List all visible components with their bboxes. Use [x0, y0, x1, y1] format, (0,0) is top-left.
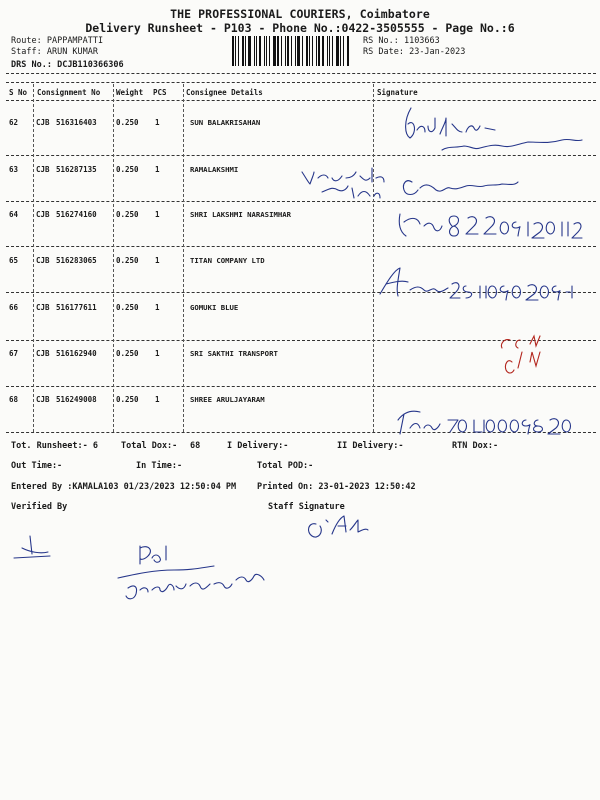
signature-row-67: [501, 336, 540, 373]
row-sno: 67: [9, 349, 19, 358]
staff-signature-mark: [309, 516, 368, 537]
row-pcs: 1: [155, 349, 160, 358]
row-pcs: 1: [155, 210, 160, 219]
row-weight: 0.250: [116, 256, 139, 265]
signature-row-63: [302, 168, 518, 198]
verified-by: Verified By: [11, 502, 68, 512]
row-consignee: SHRI LAKSHMI NARASIMHAR: [190, 210, 292, 219]
row-consignee: SHREE ARULJAYARAM: [190, 395, 265, 404]
in-time: In Time:-: [136, 461, 183, 471]
staff-label: Staff:: [11, 47, 42, 57]
row-weight: 0.250: [116, 303, 139, 312]
row-cjb: CJB: [36, 256, 50, 265]
row-cjb: CJB: [36, 118, 50, 127]
second-delivery: II Delivery:-: [337, 441, 404, 451]
col-header-pcs: PCS: [153, 88, 167, 97]
col-header-weight: Weight: [116, 88, 144, 97]
rs-no-value: 1103663: [403, 36, 440, 46]
row-pcs: 1: [155, 395, 160, 404]
row-weight: 0.250: [116, 165, 139, 174]
row-consignee: SUN BALAKRISAHAN: [190, 118, 261, 127]
col-header-signature: Signature: [377, 88, 418, 97]
total-dox: [121, 441, 177, 451]
row-consignment: 516162940: [56, 349, 97, 358]
row-weight: 0.250: [116, 395, 139, 404]
out-time: Out Time:-: [11, 461, 63, 471]
signature-row-65: [380, 268, 572, 300]
verified-marks: [14, 536, 264, 599]
rs-no-label: RS No.:: [363, 36, 399, 46]
row-cjb: CJB: [36, 395, 50, 404]
row-consignment: 516316403: [56, 118, 97, 127]
row-sno: 63: [9, 165, 19, 174]
row-weight: 0.250: [116, 118, 139, 127]
row-sno: 64: [9, 210, 19, 219]
first-delivery: I Delivery:-: [227, 441, 289, 451]
total-runsheet: [11, 441, 98, 451]
row-cjb: CJB: [36, 349, 50, 358]
row-cjb: CJB: [36, 210, 50, 219]
row-pcs: 1: [155, 118, 160, 127]
drs-label: DRS No.:: [11, 60, 52, 70]
total-dox-label: Total Dox:-: [121, 441, 178, 451]
entered-by: Entered By :KAMALA103 01/23/2023 12:50:04 PM: [11, 482, 237, 492]
row-pcs: 1: [155, 256, 160, 265]
row-consignee: GOMUKI BLUE: [190, 303, 239, 312]
total-runsheet-label: Tot. Runsheet:-: [11, 441, 88, 451]
row-cjb: CJB: [36, 165, 50, 174]
staff-signature-label: Staff Signature: [268, 502, 345, 512]
rtn-dox: RTN Dox:-: [452, 441, 499, 451]
rs-date-label: RS Date:: [363, 47, 404, 57]
row-weight: 0.250: [116, 349, 139, 358]
row-cjb: CJB: [36, 303, 50, 312]
row-pcs: 1: [155, 165, 160, 174]
row-consignee: TITAN COMPANY LTD: [190, 256, 265, 265]
row-sno: 62: [9, 118, 19, 127]
row-consignee: SRI SAKTHI TRANSPORT: [190, 349, 278, 358]
row-consignment: 516287135: [56, 165, 97, 174]
col-header-consignee: Consignee Details: [186, 88, 263, 97]
col-header-sno: S No: [9, 88, 28, 97]
total-runsheet-value: 6: [92, 441, 99, 451]
row-consignment: 516249008: [56, 395, 97, 404]
row-pcs: 1: [155, 303, 160, 312]
col-header-consignment: Consignment No: [37, 88, 101, 97]
printed-on: Printed On: 23-01-2023 12:50:42: [257, 482, 416, 492]
row-sno: 65: [9, 256, 19, 265]
company-title: THE PROFESSIONAL COURIERS, Coimbatore: [170, 7, 430, 21]
signature-row-64: [399, 214, 582, 238]
runsheet-title: Delivery Runsheet - P103 - Phone No.:0422-3505555 - Page No.:6: [85, 21, 515, 35]
drs-value: DCJB110366306: [57, 60, 124, 70]
route-value: PAPPAMPATTI: [46, 36, 104, 46]
row-sno: 68: [9, 395, 19, 404]
row-consignment: 516274160: [56, 210, 97, 219]
rs-date-value: 23-Jan-2023: [409, 47, 466, 57]
row-consignment: 516283065: [56, 256, 97, 265]
row-sno: 66: [9, 303, 19, 312]
signature-row-62: [406, 108, 582, 150]
staff-value: ARUN KUMAR: [46, 47, 99, 57]
route-label: Route:: [11, 36, 42, 46]
row-consignment: 516177611: [56, 303, 97, 312]
row-consignee: RAMALAKSHMI: [190, 165, 239, 174]
row-weight: 0.250: [116, 210, 139, 219]
total-dox-value: 68: [190, 441, 201, 451]
total-pod: Total POD:-: [257, 461, 314, 471]
signature-row-68: [398, 411, 571, 434]
